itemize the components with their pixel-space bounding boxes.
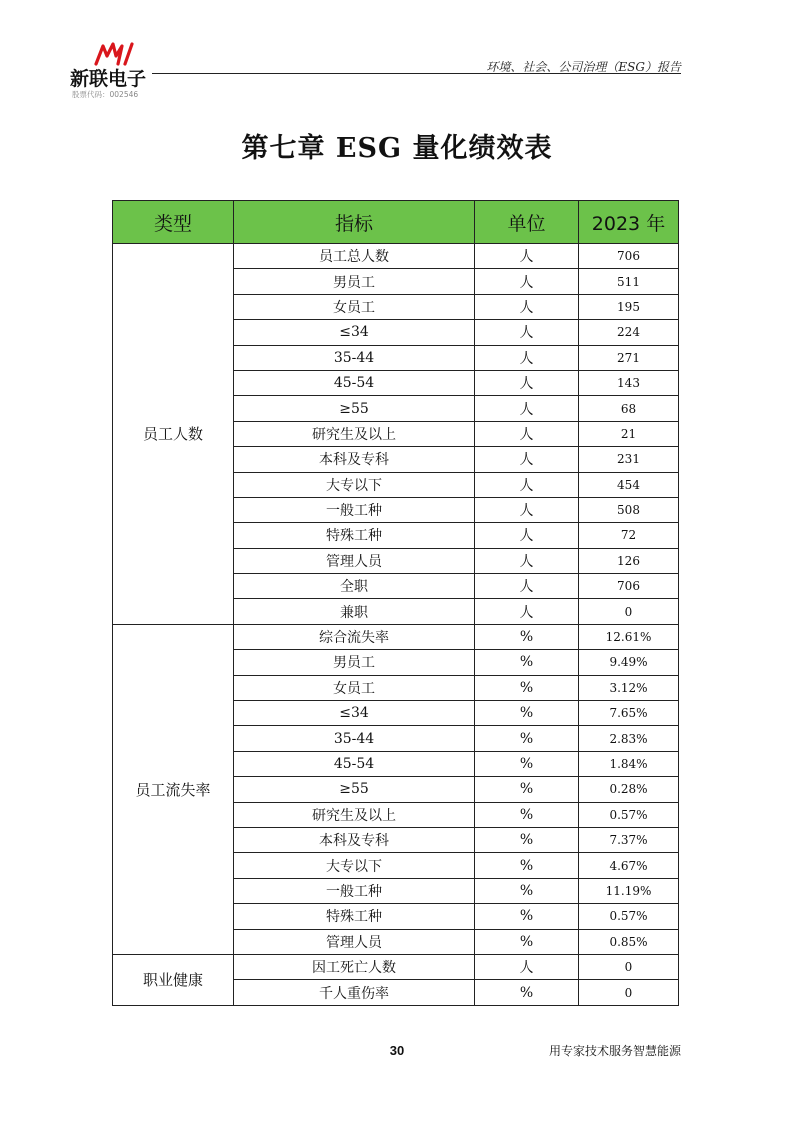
indicator-cell: 大专以下	[234, 472, 475, 497]
value-cell: 4.67%	[579, 853, 679, 878]
unit-cell: %	[475, 777, 579, 802]
value-cell: 0	[579, 599, 679, 624]
unit-cell: %	[475, 751, 579, 776]
unit-cell: 人	[475, 472, 579, 497]
value-cell: 508	[579, 497, 679, 522]
indicator-cell: 员工总人数	[234, 244, 475, 269]
indicator-cell: ≤34	[234, 701, 475, 726]
value-cell: 224	[579, 320, 679, 345]
unit-cell: %	[475, 904, 579, 929]
unit-cell: %	[475, 802, 579, 827]
value-cell: 0.57%	[579, 802, 679, 827]
value-cell: 0.28%	[579, 777, 679, 802]
value-cell: 2.83%	[579, 726, 679, 751]
indicator-cell: 管理人员	[234, 548, 475, 573]
value-cell: 9.49%	[579, 650, 679, 675]
indicator-cell: 45-54	[234, 751, 475, 776]
unit-cell: 人	[475, 421, 579, 446]
column-header-unit: 单位	[475, 201, 579, 244]
category-cell: 员工人数	[113, 244, 234, 625]
value-cell: 11.19%	[579, 878, 679, 903]
table-header-row	[113, 201, 679, 244]
unit-cell: 人	[475, 244, 579, 269]
category-cell: 员工流失率	[113, 624, 234, 954]
unit-cell: %	[475, 624, 579, 649]
value-cell: 7.65%	[579, 701, 679, 726]
indicator-cell: 研究生及以上	[234, 802, 475, 827]
indicator-cell: ≤34	[234, 320, 475, 345]
value-cell: 454	[579, 472, 679, 497]
value-cell: 143	[579, 370, 679, 395]
unit-cell: %	[475, 650, 579, 675]
value-cell: 68	[579, 396, 679, 421]
unit-cell: %	[475, 980, 579, 1005]
unit-cell: 人	[475, 574, 579, 599]
indicator-cell: 35-44	[234, 345, 475, 370]
table-body	[113, 244, 679, 1006]
unit-cell: %	[475, 878, 579, 903]
indicator-cell: 一般工种	[234, 497, 475, 522]
indicator-cell: 本科及专科	[234, 447, 475, 472]
value-cell: 0	[579, 954, 679, 979]
indicator-cell: 管理人员	[234, 929, 475, 954]
value-cell: 195	[579, 294, 679, 319]
value-cell: 271	[579, 345, 679, 370]
indicator-cell: 全职	[234, 574, 475, 599]
indicator-cell: 一般工种	[234, 878, 475, 903]
indicator-cell: 女员工	[234, 294, 475, 319]
indicator-cell: 综合流失率	[234, 624, 475, 649]
value-cell: 0.57%	[579, 904, 679, 929]
value-cell: 231	[579, 447, 679, 472]
unit-cell: 人	[475, 497, 579, 522]
value-cell: 12.61%	[579, 624, 679, 649]
esg-performance-table	[112, 200, 679, 1006]
stock-code: 股票代码：002546	[72, 90, 139, 99]
unit-cell: 人	[475, 370, 579, 395]
value-cell: 1.84%	[579, 751, 679, 776]
unit-cell: 人	[475, 294, 579, 319]
indicator-cell: 研究生及以上	[234, 421, 475, 446]
unit-cell: %	[475, 726, 579, 751]
value-cell: 126	[579, 548, 679, 573]
value-cell: 0	[579, 980, 679, 1005]
value-cell: 706	[579, 574, 679, 599]
header-divider	[152, 73, 681, 74]
indicator-cell: 女员工	[234, 675, 475, 700]
category-cell: 职业健康	[113, 954, 234, 1005]
unit-cell: %	[475, 853, 579, 878]
indicator-cell: 男员工	[234, 269, 475, 294]
unit-cell: %	[475, 675, 579, 700]
unit-cell: 人	[475, 447, 579, 472]
value-cell: 3.12%	[579, 675, 679, 700]
indicator-cell: 千人重伤率	[234, 980, 475, 1005]
indicator-cell: 男员工	[234, 650, 475, 675]
table-row	[113, 954, 679, 979]
indicator-cell: 35-44	[234, 726, 475, 751]
indicator-cell: ≥55	[234, 396, 475, 421]
column-header-indicator: 指标	[234, 201, 475, 244]
indicator-cell: 45-54	[234, 370, 475, 395]
value-cell: 0.85%	[579, 929, 679, 954]
indicator-cell: 特殊工种	[234, 523, 475, 548]
indicator-cell: 本科及专科	[234, 827, 475, 852]
unit-cell: 人	[475, 269, 579, 294]
value-cell: 706	[579, 244, 679, 269]
value-cell: 72	[579, 523, 679, 548]
company-logo	[64, 42, 160, 100]
column-header-type: 类型	[113, 201, 234, 244]
table-row	[113, 624, 679, 649]
unit-cell: 人	[475, 954, 579, 979]
unit-cell: %	[475, 701, 579, 726]
value-cell: 21	[579, 421, 679, 446]
unit-cell: 人	[475, 345, 579, 370]
page-number: 30	[389, 1043, 405, 1058]
logo-mark-icon	[94, 42, 136, 66]
indicator-cell: 因工死亡人数	[234, 954, 475, 979]
unit-cell: %	[475, 929, 579, 954]
chapter-title: 第七章 ESG 量化绩效表	[241, 133, 553, 164]
indicator-cell: 兼职	[234, 599, 475, 624]
indicator-cell: 特殊工种	[234, 904, 475, 929]
logo-text: 新联电子	[70, 68, 147, 90]
unit-cell: 人	[475, 599, 579, 624]
unit-cell: 人	[475, 523, 579, 548]
report-title: 环境、社会、公司治理（ESG）报告	[486, 60, 681, 74]
value-cell: 511	[579, 269, 679, 294]
unit-cell: 人	[475, 548, 579, 573]
indicator-cell: 大专以下	[234, 853, 475, 878]
table-row	[113, 244, 679, 269]
unit-cell: %	[475, 827, 579, 852]
indicator-cell: ≥55	[234, 777, 475, 802]
unit-cell: 人	[475, 320, 579, 345]
value-cell: 7.37%	[579, 827, 679, 852]
column-header-year: 2023 年	[579, 201, 679, 244]
footer-slogan: 用专家技术服务智慧能源	[548, 1044, 681, 1058]
unit-cell: 人	[475, 396, 579, 421]
